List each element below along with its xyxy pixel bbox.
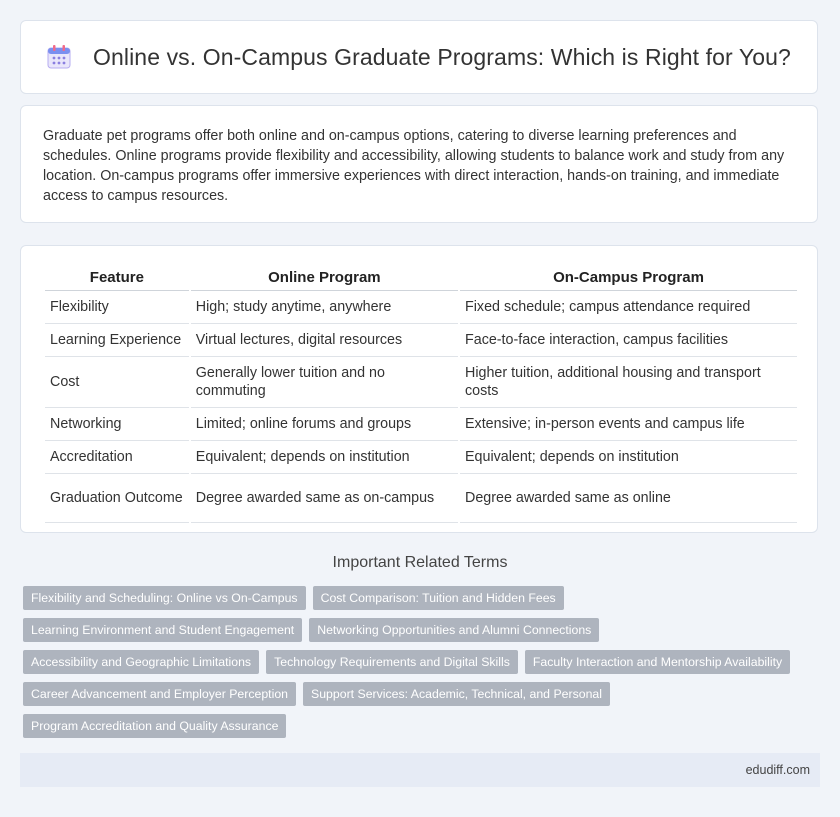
term-tag[interactable]: Cost Comparison: Tuition and Hidden Fees [313,586,564,610]
column-header-on-campus: On-Campus Program [460,264,797,291]
table-cell: Flexibility [45,291,189,324]
table-cell: Cost [45,357,189,408]
column-header-online: Online Program [191,264,458,291]
table-cell: Fixed schedule; campus attendance required [460,291,797,324]
table-cell: High; study anytime, anywhere [191,291,458,324]
table-cell: Degree awarded same as online [460,474,797,523]
table-cell: Generally lower tuition and no commuting [191,357,458,408]
term-tag[interactable]: Technology Requirements and Digital Skills [266,650,518,674]
table-header-row [45,264,797,291]
table-row [45,474,797,523]
header-card [20,20,818,94]
column-header-feature: Feature [45,264,189,291]
footer-site-link[interactable]: edudiff.com [745,763,810,777]
term-tag[interactable]: Flexibility and Scheduling: Online vs On-Campus [23,586,306,610]
table-row [45,357,797,408]
table-cell: Learning Experience [45,324,189,357]
term-tag[interactable]: Career Advancement and Employer Perception [23,682,296,706]
table-cell: Limited; online forums and groups [191,408,458,441]
table-cell: Higher tuition, additional housing and transport costs [460,357,797,408]
footer [20,753,820,787]
related-terms-title: Important Related Terms [332,554,508,571]
calendar-icon [45,43,73,71]
intro-text: Graduate pet programs offer both online and on-campus options, catering to diverse learning preferences and schedules. Online programs provide flexibility and accessibility, allowing students to balance work and study from any location. On-campus programs offer immersive experiences with direct interaction, hands-on training, and immediate access to campus resources. [43,128,785,204]
table-cell: Equivalent; depends on institution [191,441,458,474]
table-row [45,408,797,441]
table-row [45,324,797,357]
term-tag[interactable]: Support Services: Academic, Technical, and Personal [303,682,610,706]
table-cell: Equivalent; depends on institution [460,441,797,474]
term-tag[interactable]: Program Accreditation and Quality Assurance [23,714,286,738]
term-tag[interactable]: Accessibility and Geographic Limitations [23,650,259,674]
term-tag[interactable]: Learning Environment and Student Engagement [23,618,302,642]
intro-card [20,105,818,223]
comparison-table [43,264,799,523]
table-cell: Face-to-face interaction, campus facilities [460,324,797,357]
table-cell: Accreditation [45,441,189,474]
table-row [45,291,797,324]
page-title: Online vs. On-Campus Graduate Programs: Which is Right for You? [93,43,791,70]
comparison-table-card [20,245,818,533]
related-terms-list [23,586,813,738]
table-row [45,441,797,474]
term-tag[interactable]: Networking Opportunities and Alumni Connections [309,618,599,642]
table-cell: Extensive; in-person events and campus life [460,408,797,441]
term-tag[interactable]: Faculty Interaction and Mentorship Availability [525,650,790,674]
table-cell: Graduation Outcome [45,474,189,523]
table-cell: Degree awarded same as on-campus [191,474,458,523]
table-cell: Virtual lectures, digital resources [191,324,458,357]
table-cell: Networking [45,408,189,441]
